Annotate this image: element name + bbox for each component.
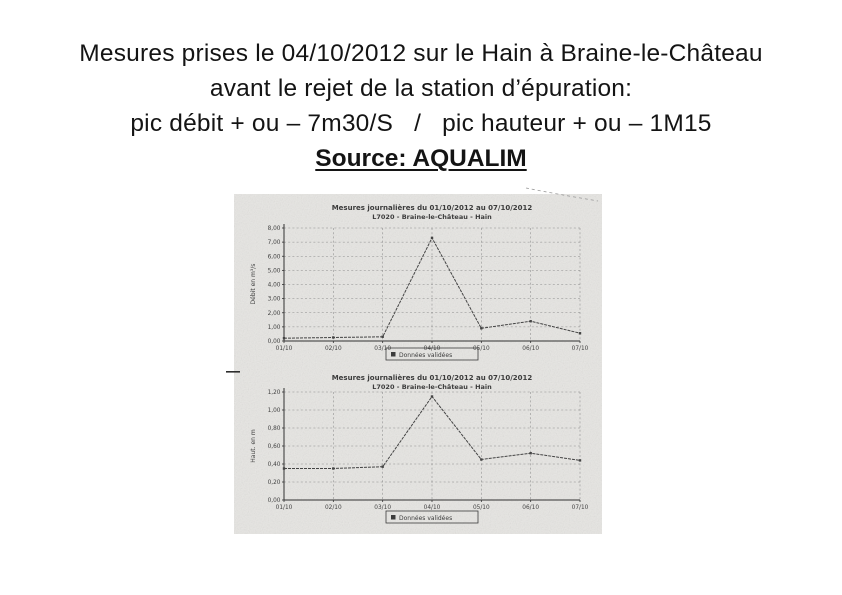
- header-line-1: Mesures prises le 04/10/2012 sur le Hain à Braine-le-Château: [79, 40, 763, 67]
- svg-text:0,00: 0,00: [267, 498, 281, 504]
- header-line-2: avant le rejet de la station d’épuration:: [209, 75, 633, 102]
- svg-text:1,00: 1,00: [267, 324, 281, 331]
- svg-text:06/10: 06/10: [522, 346, 540, 352]
- scan-artifact-dash: [226, 371, 240, 373]
- svg-text:8,00: 8,00: [267, 226, 281, 232]
- scanned-chart-image: [226, 186, 606, 586]
- svg-text:01/10: 01/10: [275, 505, 293, 511]
- svg-text:05/10: 05/10: [472, 346, 490, 352]
- svg-text:06/10: 06/10: [522, 505, 540, 511]
- chart2-subtitle: L7020 - Braine-le-Château - Hain: [372, 383, 492, 391]
- svg-text:01/10: 01/10: [275, 346, 293, 352]
- svg-text:03/10: 03/10: [374, 346, 392, 352]
- chart2-title: Mesures journalières du 01/10/2012 au 07/10/2012: [331, 374, 533, 382]
- svg-text:5,00: 5,00: [267, 268, 281, 275]
- svg-text:7,00: 7,00: [267, 240, 281, 247]
- chart1-title: Mesures journalières du 01/10/2012 au 07/10/2012: [331, 204, 533, 212]
- svg-text:1,00: 1,00: [267, 408, 281, 414]
- chart2-legend-marker-icon: [391, 515, 396, 520]
- chart2-y-axis-label: Haut. en m: [250, 429, 257, 463]
- chart2-legend-label: Données validées: [399, 515, 453, 522]
- svg-text:02/10: 02/10: [324, 505, 342, 511]
- chart1-subtitle: L7020 - Braine-le-Château - Hain: [372, 213, 492, 221]
- header-line-3: pic débit + ou – 7m30/S / pic hauteur + ou – 1M15: [130, 110, 712, 137]
- svg-text:0,00: 0,00: [267, 339, 281, 345]
- svg-text:0,80: 0,80: [267, 426, 281, 432]
- svg-text:07/10: 07/10: [571, 505, 589, 511]
- chart1-legend-label: Données validées: [399, 352, 453, 359]
- slide-header: [0, 36, 842, 176]
- svg-text:3,00: 3,00: [267, 296, 281, 303]
- svg-text:0,40: 0,40: [267, 462, 281, 468]
- svg-text:04/10: 04/10: [423, 505, 441, 511]
- svg-text:2,00: 2,00: [267, 310, 281, 317]
- svg-text:03/10: 03/10: [374, 505, 392, 511]
- svg-text:02/10: 02/10: [324, 346, 342, 352]
- svg-text:4,00: 4,00: [267, 282, 281, 289]
- svg-text:6,00: 6,00: [267, 254, 281, 261]
- svg-text:0,20: 0,20: [267, 480, 281, 486]
- chart1-y-axis-label: Débit en m³/s: [250, 263, 257, 305]
- svg-text:0,60: 0,60: [267, 444, 281, 450]
- svg-text:07/10: 07/10: [571, 346, 589, 352]
- svg-text:04/10: 04/10: [423, 346, 441, 352]
- source-line: Source: AQUALIM: [315, 145, 527, 172]
- chart1-legend-marker-icon: [391, 352, 396, 357]
- svg-text:1,20: 1,20: [267, 390, 281, 396]
- scan-noise-texture: [234, 194, 602, 534]
- svg-text:05/10: 05/10: [472, 505, 490, 511]
